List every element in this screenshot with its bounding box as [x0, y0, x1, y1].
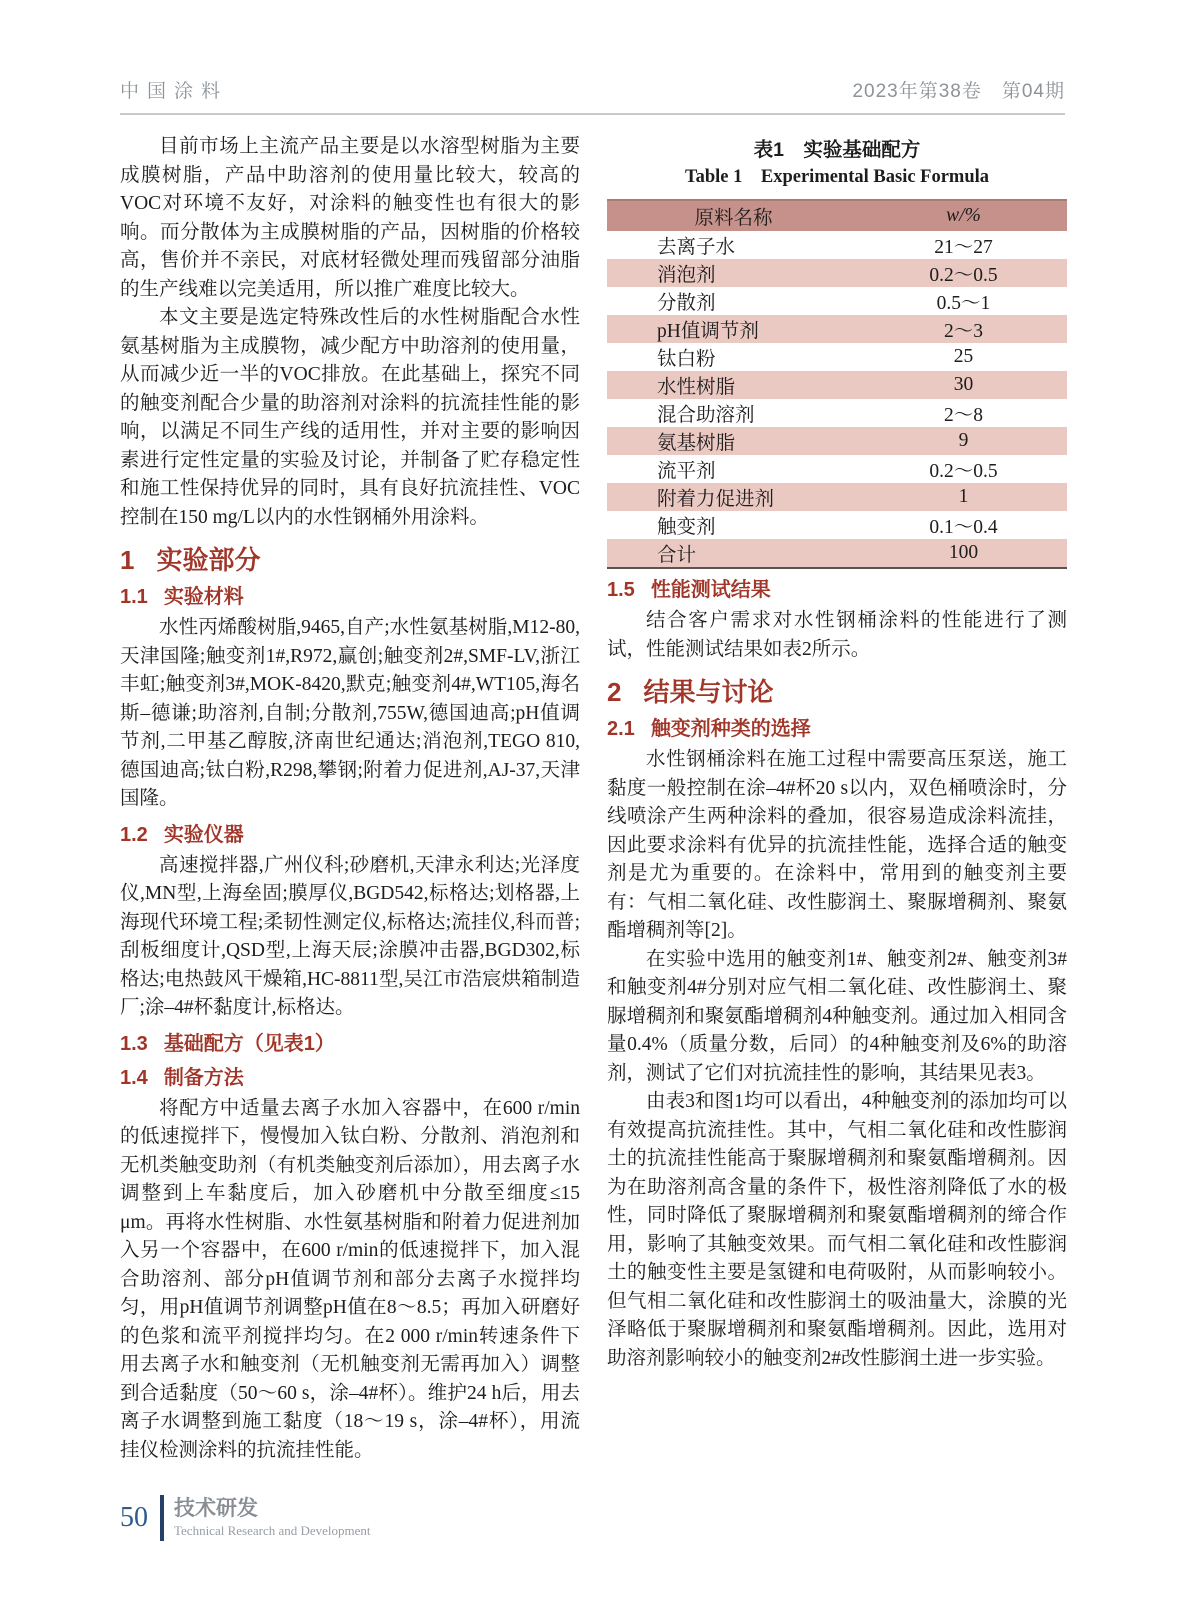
- intro-paragraph-1: 目前市场上主流产品主要是以水溶型树脂为主要成膜树脂，产品中助溶剂的使用量比较大，较高的VOC对环境不友好，对涂料的触变性也有很大的影响。而分散体为主成膜树脂的产品，因树脂的价格较高，售价并不亲民，对底材轻微处理而残留部分油脂的生产线难以完美适用，所以推广难度比较大。: [120, 136, 580, 300]
- formula-table-body: [607, 231, 1067, 568]
- footer-label-zh: 技术研发: [174, 1497, 258, 1520]
- formula-table-head: [607, 200, 1067, 231]
- table-row: [607, 483, 1067, 511]
- ingredient-value-cell: 0.5～1: [936, 293, 991, 314]
- section-number: 1.5: [607, 579, 635, 601]
- ingredient-name-cell: 混合助溶剂: [657, 405, 755, 426]
- page-footer: [120, 1494, 371, 1542]
- intro-paragraph-2: 本文主要是选定特殊改性后的水性树脂配合水性氨基树脂为主成膜物，减少配方中助溶剂的使用量，从而减少近一半的VOC排放。在此基础上，探究不同的触变剂配合少量的助溶剂对涂料的抗流挂性能的影响，以满足不同生产线的适用性，并对主要的影响因素进行定性定量的实验及讨论，并制备了贮存稳定性和施工性保持优异的同时，具有良好抗流挂性、VOC控制在150 mg/L以内的水性钢桶外用涂料。: [120, 307, 580, 528]
- section-title: 结果与讨论: [643, 677, 774, 707]
- formula-table: [607, 199, 1067, 569]
- ingredient-value-cell: 25: [953, 346, 974, 367]
- section-title: 基础配方（见表1）: [163, 1032, 335, 1055]
- table-row: [607, 427, 1067, 455]
- section-1-heading: [120, 544, 580, 576]
- page-number: 50: [120, 1502, 148, 1533]
- discussion-paragraph-3: 由表3和图1均可以看出，4种触变剂的添加均可以有效提高抗流挂性。其中，气相二氧化硅和改性膨润土的抗流挂性能高于聚脲增稠剂和聚氨酯增稠剂。因为在助溶剂高含量的条件下，极性溶剂降低了水的极性，同时降低了聚脲增稠剂和聚氨酯增稠剂的缔合作用，影响了其触变效果。而气相二氧化硅和改性膨润土的触变性主要是氢键和电荷吸附，从而影响较小。但气相二氧化硅和改性膨润土的吸油量大，涂膜的光泽略低于聚脲增稠剂和聚氨酯增稠剂。因此，选用对助溶剂影响较小的触变剂2#改性膨润土进一步实验。: [607, 1091, 1067, 1369]
- ingredient-name-cell: 氨基树脂: [657, 433, 736, 454]
- table-row: [607, 511, 1067, 539]
- section-title: 实验材料: [163, 586, 244, 608]
- section-number: 2: [607, 677, 622, 707]
- ingredient-name-cell: 触变剂: [657, 517, 716, 538]
- ingredient-value-cell: 2～3: [943, 321, 983, 342]
- ingredient-name-cell: 合计: [657, 545, 697, 566]
- table-row: [607, 343, 1067, 371]
- two-column-body: [120, 133, 1067, 1465]
- performance-test-paragraph: 结合客户需求对水性钢桶涂料的性能进行了测试，性能测试结果如表2所示。: [607, 610, 1067, 660]
- table-row: [607, 315, 1067, 343]
- ingredient-name-cell: 消泡剂: [657, 265, 716, 286]
- section-2-1-heading: [607, 716, 1067, 742]
- section-title: 触变剂种类的选择: [650, 718, 811, 740]
- ingredient-name-cell: 附着力促进剂: [657, 489, 775, 510]
- ingredient-name-cell: 流平剂: [657, 461, 716, 482]
- footer-divider-bar: [160, 1495, 164, 1541]
- table-row: [607, 539, 1067, 568]
- percent-column-header: w/%: [860, 200, 1067, 231]
- ingredient-value-cell: 2～8: [943, 405, 983, 426]
- left-column: [120, 133, 580, 1465]
- table-row: [607, 287, 1067, 315]
- section-2-heading: [607, 676, 1067, 708]
- ingredient-value-cell: 9: [958, 430, 969, 451]
- section-title: 实验部分: [156, 545, 261, 575]
- ingredient-name-cell: 去离子水: [657, 237, 736, 258]
- table-1-block: [607, 137, 1067, 569]
- ingredient-value-cell: 30: [953, 374, 974, 395]
- ingredient-value-cell: 100: [948, 542, 979, 563]
- footer-section-labels: [174, 1496, 371, 1540]
- table-row: [607, 371, 1067, 399]
- ingredient-value-cell: 21～27: [934, 237, 993, 258]
- section-title: 制备方法: [163, 1066, 244, 1089]
- section-title: 实验仪器: [163, 823, 244, 846]
- ingredient-value-cell: 0.2～0.5: [929, 461, 998, 482]
- ingredient-value-cell: 0.1～0.4: [929, 517, 998, 538]
- section-number: 1: [120, 545, 135, 575]
- section-1-2-heading: [120, 822, 580, 848]
- ingredient-name-cell: 分散剂: [657, 293, 716, 314]
- discussion-paragraph-1: 水性钢桶涂料在施工过程中需要高压泵送，施工黏度一般控制在涂–4#杯20 s以内，双色桶喷涂时，分线喷涂产生两种涂料的叠加，很容易造成涂料流挂，因此要求涂料有优异的抗流挂性能，选择合适的触变剂是尤为重要的。在涂料中，常用到的触变剂主要有：气相二氧化硅、改性膨润土、聚脲增稠剂、聚氨酯增稠剂等[2]。: [607, 749, 1067, 941]
- instruments-paragraph: 高速搅拌器,广州仪科;砂磨机,天津永利达;光泽度仪,MN型,上海垒固;膜厚仪,BGD542,标格达;划格器,上海现代环境工程;柔韧性测定仪,标格达;流挂仪,科而普;刮板细度计,QSD型,上海天辰;涂膜冲击器,BGD302,标格达;电热鼓风干燥箱,HC-8811型,吴江市浩宸烘箱制造厂;涂–4#杯黏度计,标格达。: [120, 854, 580, 1018]
- discussion-paragraph-2: 在实验中选用的触变剂1#、触变剂2#、触变剂3#和触变剂4#分别对应气相二氧化硅、改性膨润土、聚脲增稠剂和聚氨酯增稠剂4种触变剂。通过加入相同含量0.4%（质量分数，后同）的4种触变剂及6%的助溶剂，测试了它们对抗流挂性的影响，其结果见表3。: [607, 948, 1067, 1084]
- issue-info: 2023年第38卷 第04期: [852, 81, 1065, 102]
- table-row: [607, 455, 1067, 483]
- section-number: 1.3: [120, 1032, 148, 1055]
- section-number: 2.1: [607, 718, 635, 740]
- table-1-title-zh: 表1 实验基础配方: [753, 139, 921, 161]
- section-1-5-heading: [607, 577, 1067, 603]
- table-row: [607, 399, 1067, 427]
- section-number: 1.2: [120, 823, 148, 846]
- right-column: [607, 133, 1067, 1465]
- ingredient-value-cell: 0.2～0.5: [929, 265, 998, 286]
- journal-name: 中国涂料: [120, 81, 229, 102]
- ingredient-value-cell: 1: [958, 486, 969, 507]
- running-head: [120, 76, 1065, 115]
- section-title: 性能测试结果: [650, 579, 771, 601]
- table-row: [607, 259, 1067, 287]
- table-header-row: [607, 200, 1067, 231]
- table-row: [607, 231, 1067, 259]
- ingredient-name-cell: 钛白粉: [657, 349, 716, 370]
- section-number: 1.1: [120, 586, 148, 608]
- section-1-4-heading: [120, 1065, 580, 1091]
- section-number: 1.4: [120, 1066, 148, 1089]
- table-1-title-en: Table 1 Experimental Basic Formula: [684, 167, 990, 187]
- preparation-paragraph: 将配方中适量去离子水加入容器中，在600 r/min的低速搅拌下，慢慢加入钛白粉、分散剂、消泡剂和无机类触变助剂（有机类触变剂后添加），用去离子水调整到上车黏度后，加入砂磨机中分散至细度≤15 μm。再将水性树脂、水性氨基树脂和附着力促进剂加入另一个容器中，在600 r/min的低速搅拌下，加入混合助溶剂、部分pH值调节剂和部分去离子水搅拌均匀，用pH值调节剂调整pH值在8～8.5；再加入研磨好的色浆和流平剂搅拌均匀。在2 000 r/min转速条件下用去离子水和触变剂（无机触变剂无需再加入）调整到合适黏度（50～60 s，涂–4#杯）。维护24 h后，用去离子水调整到施工黏度（18～19 s，涂–4#杯），用流挂仪检测涂料的抗流挂性能。: [120, 1097, 580, 1461]
- materials-paragraph: 水性丙烯酸树脂,9465,自产;水性氨基树脂,M12-80,天津国隆;触变剂1#,R972,赢创;触变剂2#,SMF-LV,浙江丰虹;触变剂3#,MOK-8420,默克;触变剂4#,WT105,海名斯–德谦;助溶剂,自制;分散剂,755W,德国迪高;pH值调节剂,二甲基乙醇胺,济南世纪通达;消泡剂,TEGO 810,德国迪高;钛白粉,R298,攀钢;附着力促进剂,AJ-37,天津国隆。: [120, 617, 580, 809]
- footer-label-en: Technical Research and Development: [174, 1523, 371, 1538]
- ingredient-name-cell: 水性树脂: [657, 377, 736, 398]
- ingredient-column-header: 原料名称: [607, 200, 860, 231]
- ingredient-name-cell: pH值调节剂: [657, 321, 759, 342]
- section-1-3-heading: [120, 1031, 580, 1057]
- section-1-1-heading: [120, 584, 580, 610]
